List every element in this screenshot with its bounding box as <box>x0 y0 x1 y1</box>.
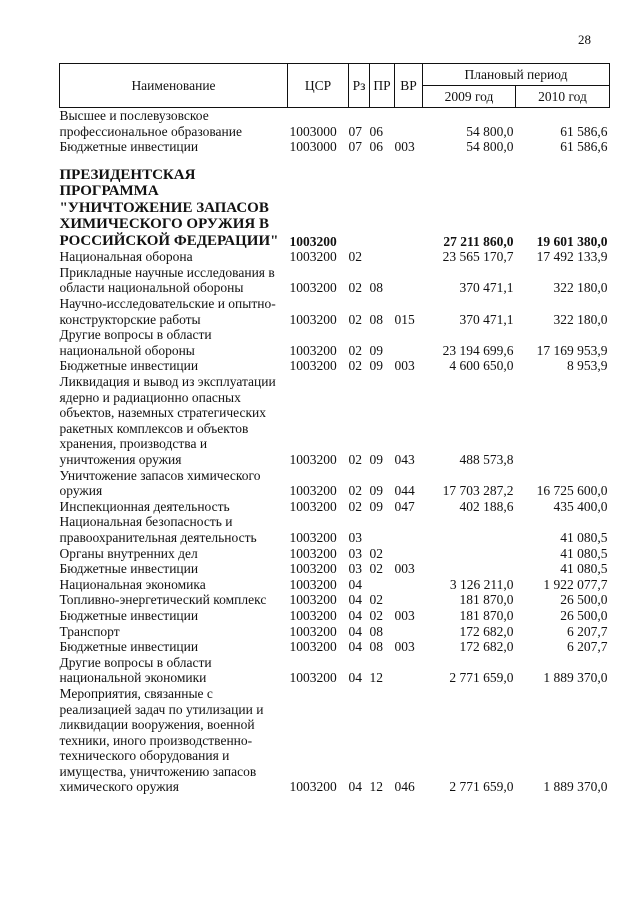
row-name: Мероприятия, связанные с реализацией задач по утилизации и ликвидации вооружения, военной техники, иного производственно-технического оборудования и имущества, уничтожению запасов химического оружия <box>59 685 264 795</box>
table-row <box>60 577 610 593</box>
row-value-2010: 41 080,5 <box>560 561 608 577</box>
row-vr: 015 <box>394 311 415 327</box>
table-row <box>60 592 610 608</box>
row-csr: 1003200 <box>289 280 337 296</box>
row-name: Национальная безопасность и правоохранительная деятельность <box>59 514 257 545</box>
row-value-2010: 26 500,0 <box>560 592 608 608</box>
row-csr: 1003200 <box>289 249 337 265</box>
row-csr: 1003200 <box>289 311 337 327</box>
row-vr <box>395 655 423 686</box>
header-year-2010: 2010 год <box>516 86 610 108</box>
row-rz: 03 <box>348 529 362 545</box>
row-rz: 04 <box>348 592 362 608</box>
row-value-2010: 1 889 370,0 <box>543 779 608 795</box>
row-vr <box>395 155 423 250</box>
header-vr: ВР <box>395 64 423 108</box>
row-name: Высшее и послевузовское профессиональное образование <box>59 108 242 139</box>
row-value-2009: 27 211 860,0 <box>443 233 514 249</box>
row-value-2009: 370 471,1 <box>459 280 514 296</box>
row-name: Инспекционная деятельность <box>59 498 230 514</box>
row-rz: 04 <box>348 607 362 623</box>
row-value-2009: 2 771 659,0 <box>449 670 514 686</box>
row-pr: 09 <box>369 483 383 499</box>
row-vr <box>395 592 423 608</box>
row-value-2009: 4 600 650,0 <box>449 358 514 374</box>
row-name: Национальная экономика <box>59 576 206 592</box>
row-name: Прикладные научные исследования в области национальной обороны <box>59 264 275 296</box>
table-row <box>60 139 610 155</box>
row-csr: 1003200 <box>289 483 337 499</box>
row-value-2010: 16 725 600,0 <box>536 483 608 499</box>
row-rz: 02 <box>348 498 362 514</box>
row-rz: 02 <box>348 483 362 499</box>
table-row <box>60 624 610 640</box>
row-pr: 08 <box>369 311 383 327</box>
table-row <box>60 561 610 577</box>
row-csr: 1003200 <box>289 452 337 467</box>
table-header <box>60 64 610 108</box>
row-name: Бюджетные инвестиции <box>59 561 199 577</box>
row-name: Органы внутренних дел <box>59 545 198 561</box>
row-name: Топливно-энергетический комплекс <box>59 592 267 608</box>
row-name: Бюджетные инвестиции <box>59 607 199 623</box>
row-name: Бюджетные инвестиции <box>59 139 199 155</box>
row-name: Транспорт <box>59 623 120 639</box>
table-row <box>60 468 610 499</box>
row-csr: 1003000 <box>289 123 337 139</box>
row-rz: 04 <box>348 623 362 639</box>
header-csr: ЦСР <box>288 64 349 108</box>
row-value-2010: 61 586,6 <box>560 123 608 139</box>
row-value-2009 <box>423 546 516 562</box>
table-row <box>60 265 610 296</box>
row-pr: 06 <box>369 139 383 155</box>
row-value-2010: 1 889 370,0 <box>543 670 608 686</box>
row-value-2009: 370 471,1 <box>459 311 514 327</box>
header-pr: ПР <box>370 64 395 108</box>
row-rz: 02 <box>348 311 362 327</box>
table-row <box>60 514 610 545</box>
header-year-2009: 2009 год <box>423 86 516 108</box>
row-csr: 1003200 <box>289 670 337 686</box>
header-planned-period: Плановый период <box>423 64 610 86</box>
row-value-2010: 26 500,0 <box>560 607 608 623</box>
row-value-2010: 322 180,0 <box>553 311 608 327</box>
row-value-2009: 17 703 287,2 <box>442 483 514 499</box>
row-name: Бюджетные инвестиции <box>59 639 199 655</box>
row-csr: 1003200 <box>289 623 337 639</box>
row-value-2009: 23 194 699,6 <box>442 342 514 358</box>
row-value-2010: 435 400,0 <box>553 498 608 514</box>
table-row <box>60 296 610 327</box>
row-name: Другие вопросы в области национальной обороны <box>59 327 212 358</box>
row-name: Другие вопросы в области национальной экономики <box>59 654 212 686</box>
row-rz: 02 <box>348 249 362 265</box>
row-name: Уничтожение запасов химического оружия <box>59 467 261 499</box>
row-value-2009: 181 870,0 <box>459 607 514 623</box>
row-vr: 047 <box>394 498 415 514</box>
row-name: Ликвидация и вывод из эксплуатации ядерно и радиационно опасных объектов, наземных стратегических ракетных комплексов и объектов хранения, производства и уничтожения оружия <box>59 374 276 467</box>
row-value-2010: 8 953,9 <box>567 358 608 374</box>
table-row <box>60 358 610 374</box>
table-row <box>60 327 610 358</box>
table-row <box>60 608 610 624</box>
row-vr: 003 <box>394 607 415 623</box>
row-rz: 02 <box>348 358 362 374</box>
row-csr: 1003200 <box>289 358 337 374</box>
row-pr: 08 <box>369 623 383 639</box>
table-row <box>60 546 610 562</box>
row-value-2009: 54 800,0 <box>466 139 514 155</box>
row-pr: 08 <box>369 280 383 296</box>
row-value-2010: 17 169 953,9 <box>536 342 608 358</box>
row-rz: 02 <box>348 280 362 296</box>
row-value-2010: 1 922 077,7 <box>543 576 608 592</box>
row-csr: 1003200 <box>289 545 337 561</box>
table-row <box>60 108 610 140</box>
row-value-2009 <box>423 561 516 577</box>
row-value-2009 <box>423 514 516 545</box>
row-pr: 02 <box>369 607 383 623</box>
row-name: ПРЕЗИДЕНТСКАЯ ПРОГРАММА "УНИЧТОЖЕНИЕ ЗАПАСОВ ХИМИЧЕСКОГО ОРУЖИЯ В РОССИЙСКОЙ ФЕДЕРАЦИИ" <box>59 166 279 249</box>
row-value-2010: 41 080,5 <box>560 529 608 545</box>
row-rz: 02 <box>348 452 362 467</box>
row-pr: 09 <box>369 452 383 467</box>
row-vr: 003 <box>394 358 415 374</box>
row-rz: 03 <box>348 561 362 577</box>
row-pr: 08 <box>369 639 383 655</box>
row-pr: 06 <box>369 123 383 139</box>
row-rz: 07 <box>348 123 362 139</box>
row-pr: 09 <box>369 358 383 374</box>
row-value-2009: 3 126 211,0 <box>449 576 514 592</box>
header-name: Наименование <box>60 64 288 108</box>
row-rz: 04 <box>348 779 362 795</box>
row-value-2009: 172 682,0 <box>459 623 514 639</box>
row-pr <box>370 155 395 250</box>
table-row <box>60 655 610 686</box>
row-vr: 003 <box>394 139 415 155</box>
row-vr <box>395 249 423 265</box>
row-value-2009: 402 188,6 <box>459 498 514 514</box>
row-vr <box>395 577 423 593</box>
table-row <box>60 639 610 655</box>
row-rz: 04 <box>348 639 362 655</box>
row-csr: 1003200 <box>289 592 337 608</box>
row-value-2010: 19 601 380,0 <box>536 233 608 249</box>
row-pr <box>370 577 395 593</box>
row-pr: 09 <box>369 342 383 358</box>
row-vr <box>395 624 423 640</box>
row-pr: 02 <box>369 592 383 608</box>
row-name: Бюджетные инвестиции <box>59 358 199 374</box>
row-csr: 1003200 <box>289 233 337 249</box>
table-row <box>60 155 610 250</box>
row-rz: 02 <box>348 342 362 358</box>
row-name: Национальная оборона <box>59 249 193 265</box>
row-pr <box>370 249 395 265</box>
row-value-2009: 488 573,8 <box>459 452 514 467</box>
row-value-2010: 17 492 133,9 <box>536 249 608 265</box>
row-csr: 1003200 <box>289 607 337 623</box>
row-vr: 003 <box>394 639 415 655</box>
row-csr: 1003200 <box>289 498 337 514</box>
row-pr: 02 <box>369 545 383 561</box>
row-vr <box>395 108 423 140</box>
row-value-2010: 6 207,7 <box>567 623 608 639</box>
row-rz: 04 <box>348 576 362 592</box>
row-pr: 12 <box>369 670 383 686</box>
row-vr <box>395 514 423 545</box>
table-body <box>60 108 610 796</box>
row-vr: 043 <box>394 452 415 467</box>
row-pr: 09 <box>369 498 383 514</box>
row-pr <box>370 514 395 545</box>
row-csr: 1003200 <box>289 561 337 577</box>
row-value-2009: 23 565 170,7 <box>442 249 514 265</box>
row-vr: 046 <box>394 779 415 795</box>
row-rz <box>349 155 370 250</box>
table-row <box>60 249 610 265</box>
table-row <box>60 499 610 515</box>
row-vr <box>395 327 423 358</box>
row-name: Научно-исследовательские и опытно-конструкторские работы <box>59 296 276 327</box>
row-pr: 12 <box>369 779 383 795</box>
budget-table <box>59 63 610 795</box>
row-pr: 02 <box>369 561 383 577</box>
row-value-2009: 172 682,0 <box>459 639 514 655</box>
row-csr: 1003200 <box>289 576 337 592</box>
row-value-2010 <box>516 374 610 468</box>
row-value-2010: 322 180,0 <box>553 280 608 296</box>
page-number: 28 <box>578 32 591 47</box>
row-value-2009: 181 870,0 <box>459 592 514 608</box>
row-vr: 044 <box>394 483 415 499</box>
row-value-2009: 2 771 659,0 <box>449 779 514 795</box>
row-value-2010: 6 207,7 <box>567 639 608 655</box>
row-rz: 07 <box>348 139 362 155</box>
row-rz: 03 <box>348 545 362 561</box>
row-value-2009: 54 800,0 <box>466 123 514 139</box>
row-csr: 1003200 <box>289 529 337 545</box>
row-csr: 1003200 <box>289 639 337 655</box>
row-value-2010: 41 080,5 <box>560 545 608 561</box>
table-row <box>60 374 610 468</box>
header-rz: Рз <box>349 64 370 108</box>
row-value-2010: 61 586,6 <box>560 139 608 155</box>
row-rz: 04 <box>348 670 362 686</box>
row-vr <box>395 265 423 296</box>
row-vr: 003 <box>394 561 415 577</box>
row-csr: 1003200 <box>289 779 337 795</box>
table-row <box>60 686 610 795</box>
row-csr: 1003200 <box>289 342 337 358</box>
row-csr: 1003000 <box>289 139 337 155</box>
row-vr <box>395 546 423 562</box>
